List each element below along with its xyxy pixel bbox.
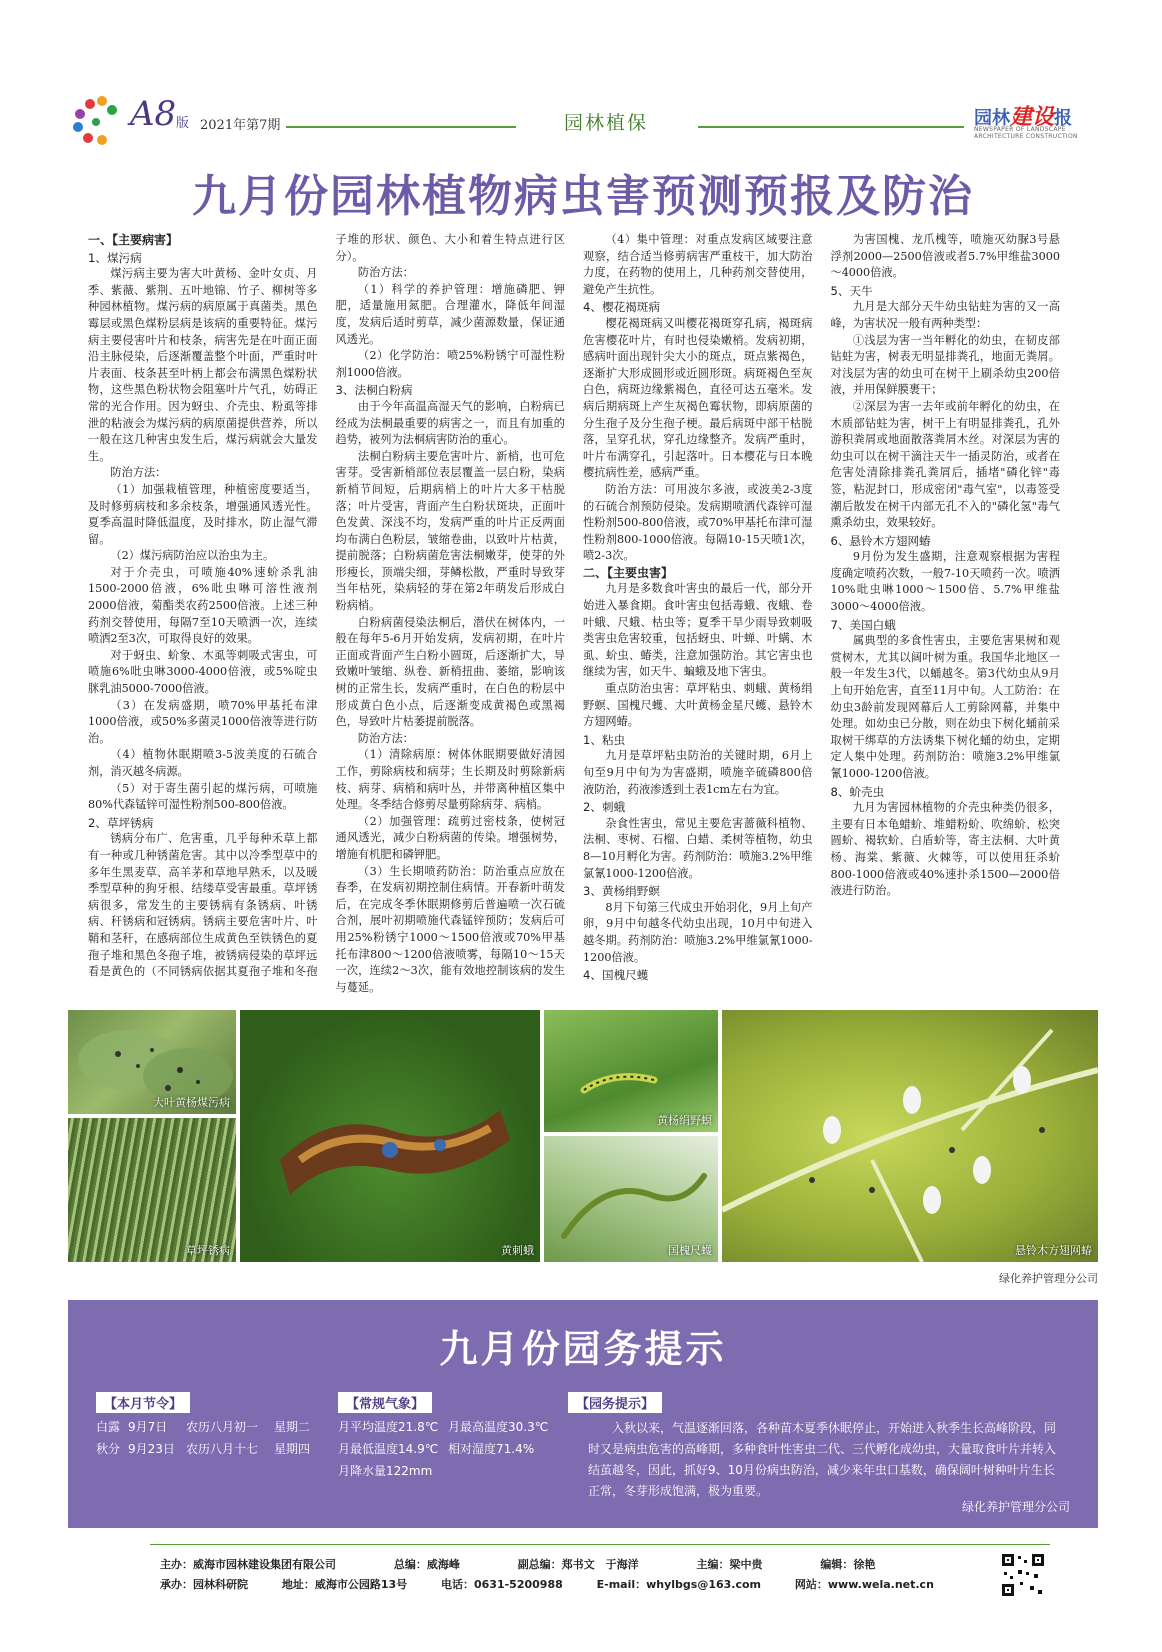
article-paragraph: 防治方法：可用波尔多液，或波美2-3度的石硫合剂预防侵染。发病期喷洒代森锌可湿性粉剂500-800倍液，或70%甲基托布津可湿性粉剂800-1000倍液。每隔10-15天喷1次，喷2-3次。 xyxy=(583,482,813,563)
footer-email: E-mail：whylbgs@163.com xyxy=(596,1578,762,1591)
subsection-heading: 5、天牛 xyxy=(830,283,873,298)
article-paragraph: 九月是多数食叶害虫的最后一代，部分开始进入暴食期。食叶害虫包括毒蛾、夜蛾、卷叶蛾、尺蛾、枯虫等；夏季干旱少雨导致刺吸类害虫危害较重，包括蚜虫、叶蝉、叶螨、木虱、蚧虫、蝽类，注意加强防治。其它害虫也继续为害，如天牛、蝙蛾及地下害虫。 xyxy=(583,582,813,679)
section-heading: 二、【主要虫害】 xyxy=(583,565,674,580)
subsection-heading: 3、黄杨绢野螟 xyxy=(583,884,660,899)
photo-caption: 国槐尺蠖 xyxy=(668,1244,712,1257)
subsection-heading: 6、悬铃木方翅网蝽 xyxy=(830,533,931,548)
photo-inchworm xyxy=(544,1136,718,1262)
weather-avg-temp: 月平均温度21.8℃ xyxy=(338,1420,439,1434)
photo-caption: 黄刺蛾 xyxy=(501,1244,534,1257)
article-paragraph: 属典型的多食性害虫，主要危害果树和观赏树木，尤其以阔叶树为重。我国华北地区一般一年发生3代，以蛹越冬。第3代幼虫从9月上旬开始危害，直至11月中旬。人工防治：在幼虫3龄前发现网幕后人工剪除网幕，并集中处理。如幼虫已分散，则在幼虫下树化蛹前采取树干绑草的方法诱集下树化蛹的幼虫，定期定人集中处理。药剂防治：喷施3.2%甲维氯氰1000-1200倍液。 xyxy=(830,634,1060,780)
jieling-lunar: 农历八月十七 xyxy=(186,1442,259,1456)
lace-bug-photo-icon xyxy=(722,1010,1098,1262)
footer-organizer: 承办：园林科研院 xyxy=(160,1578,248,1591)
article-paragraph: 9月份为发生盛期，注意观察根据为害程度确定喷药次数，一般7-10天喷药一次。喷洒10%吡虫啉1000～1500倍、5.7%甲维盐3000～4000倍液。 xyxy=(830,550,1060,614)
article-body xyxy=(88,232,1060,1002)
weather-max-temp: 月最高温度30.3℃ xyxy=(448,1420,549,1434)
footer-editor: 主编：梁中贵 xyxy=(696,1558,763,1571)
header-rule-right xyxy=(698,126,964,128)
subsection-heading: 2、草坪锈病 xyxy=(88,815,154,830)
article-paragraph: 对于介壳虫，可喷施40%速蚧杀乳油1500-2000倍液，6%吡虫啉可溶性液剂2000倍液，菊酯类农药2500倍液。上述三种药剂交替使用，每隔7至10天喷洒一次，连续喷洒2至3次，可取得良好的效果。 xyxy=(88,565,318,646)
article-paragraph: 九月是草坪粘虫防治的关键时期，6月上旬至9月中旬为为害盛期，喷施辛硫磷800倍液防治，药液渗透到土表1cm左右为宜。 xyxy=(583,749,813,796)
article-paragraph: （1）清除病原：树体休眠期要做好清园工作，剪除病枝和病芽；生长期及时剪除新病枝、病芽、病梢和病叶丛，并带离种植区集中处理。冬季结合修剪尽量剪除病芽、病梢。 xyxy=(335,748,565,812)
jieling-name: 白露 xyxy=(96,1420,121,1434)
subsection-heading: 7、美国白蛾 xyxy=(830,617,896,632)
article-paragraph: 对于蚜虫、蚧象、木虱等刺吸式害虫，可喷施6%吡虫啉3000-4000倍液，或5%啶虫脒乳油5000-7000倍液。 xyxy=(88,648,318,696)
article-paragraph: 由于今年高温高湿天气的影响，白粉病已经成为法桐最重要的病害之一，而且有加重的趋势，被列为法桐病害防治的重心。 xyxy=(335,399,565,447)
tips-title: 九月份园务提示 xyxy=(439,1327,727,1371)
photo-caterpillar xyxy=(240,1010,540,1262)
jieling-date: 9月7日 xyxy=(128,1420,168,1434)
footer-rule xyxy=(150,1544,1050,1545)
headline: 九月份园林植物病虫害预测预报及防治 xyxy=(192,171,974,222)
article-paragraph: 重点防治虫害：草坪粘虫、刺蛾、黄杨绢野螟、国槐尺蠖、大叶黄杨金星尺蠖、悬铃木方翅网蝽。 xyxy=(583,682,813,729)
article-paragraph: （2）化学防治：喷25%粉锈宁可湿性粉剂1000倍液。 xyxy=(335,349,565,379)
article-paragraph: （4）植物休眠期喷3-5波美度的石硫合剂，消灭越冬病源。 xyxy=(88,748,318,778)
subsection-heading: 4、国槐尺蠖 xyxy=(583,968,649,983)
article-paragraph: 煤污病主要为害大叶黄杨、金叶女贞、月季、紫薇、紫荆、五叶地锦、竹子、柳树等多种园林植物。煤污病的病原属于真菌类。黑色霉层或黑色煤粉层病是该病的重要特征。煤污病主要侵害叶片和枝条，病害先是在叶面正面沿主脉侵染，后逐渐覆盖整个叶面，严重时叶片表面、枝条甚至叶柄上都会布满黑色煤粉状物，这些黑色粉状物会阻塞叶片气孔，妨碍正常的光合作用。因为蚜虫、介壳虫、粉虱等排泄的粘液会为煤污病的病原菌提供营养，所以一般在这几种害虫发生后，煤污病就会大量发生。 xyxy=(88,267,318,463)
photo-moth-larva xyxy=(544,1010,718,1132)
footer-row-1 xyxy=(160,1556,875,1572)
reminder-text: 入秋以来，气温逐渐回落，各种苗木夏季休眠停止，开始进入秋季生长高峰阶段，同时又是病虫危害的高峰期，多种食叶性害虫二代、三代孵化成幼虫，大量取食叶片并转入结茧越冬，因此，抓好9、10月份病虫防治，减少来年虫口基数，确保阔叶树种叶片生长正常，冬芽形成饱满，极为重要。 xyxy=(588,1421,1057,1498)
reminder-tag: 【园务提示】 xyxy=(568,1392,662,1413)
subsection-heading: 1、粘虫 xyxy=(583,732,626,747)
monthly-tips-box xyxy=(68,1300,1098,1528)
photo-leaf-spots xyxy=(68,1010,236,1114)
issue-label: 2021年第7期 xyxy=(200,118,281,133)
article-paragraph: （3）生长期喷药防治：防治重点应放在春季，在发病初期控制住病情。开春新叶萌发后，在完成冬季休眠期修剪后普遍喷一次石硫合剂，展叶初期喷施代森锰锌预防；发病后可用25%粉锈宁1000～1500倍液或70%甲基托布津800～1200倍液喷雾，每隔10～15天一次，连续2～3次，能有效地控制该病的发生与蔓延。 xyxy=(335,864,565,994)
weather-min-temp: 月最低温度14.9℃ xyxy=(338,1442,439,1456)
photo-grass xyxy=(68,1118,236,1262)
article-paragraph: （3）在发病盛期，喷70%甲基托布津1000倍液，或50%多菌灵1000倍液等进行防治。 xyxy=(88,698,318,745)
page-header xyxy=(68,92,1098,140)
photo-caption: 悬铃木方翅网蝽 xyxy=(1015,1244,1092,1257)
jieling-weekday: 星期二 xyxy=(274,1420,311,1434)
article-paragraph: （4）集中管理：对重点发病区域要注意观察，结合适当修剪病害严重枝干，加大防治力度，在药物的使用上，几种药剂交替使用，避免产生抗性。 xyxy=(583,233,813,296)
photo-caption: 大叶黄杨煤污病 xyxy=(153,1096,230,1109)
article-paragraph: （2）煤污病防治应以治虫为主。 xyxy=(110,549,275,563)
photo-caption: 黄杨绢野螟 xyxy=(657,1114,712,1127)
page-suffix: 版 xyxy=(176,116,190,131)
brand-logo: 园林建设报 xyxy=(974,105,1073,130)
article-paragraph: 防治方法： xyxy=(110,466,167,480)
subsection-heading: 4、樱花褐斑病 xyxy=(583,300,660,315)
subsection-heading: 2、刺蛾 xyxy=(583,800,626,815)
weather-rain: 月降水量122mm xyxy=(338,1464,433,1478)
footer-phone: 电话：0631-5200988 xyxy=(441,1578,563,1591)
footer-host: 主办：威海市园林建设集团有限公司 xyxy=(160,1558,336,1571)
brand-english: NEWSPAPER OF LANDSCAPE ARCHITECTURE CONSTRUCTION xyxy=(974,126,1078,140)
jieling-tag: 【本月节令】 xyxy=(96,1392,190,1413)
footer-chief-editor: 总编：威海峰 xyxy=(393,1558,460,1571)
article-paragraph: 防治方法： xyxy=(357,266,414,280)
article-paragraph: 法桐白粉病主要危害叶片、新梢，也可危害芽。受害新梢部位表层覆盖一层白粉，染病新梢节间短，后期病梢上的叶片大多干枯脱落；叶片受害，背面产生白粉状斑块，正面叶色发黄、深浅不均，发病严重的叶片正反两面均布满白色粉层，皱缩卷曲，以致叶片枯黄，提前脱落；白粉病菌危害法桐嫩芽，使芽的外形瘦长，顶端尖细，芽鳞松散，严重时导致芽当年枯死，染病轻的芽在第2年萌发后形成白粉病梢。 xyxy=(335,449,565,613)
footer-website: 网站：www.wela.net.cn xyxy=(794,1578,934,1591)
photo-strip xyxy=(68,1010,1098,1262)
tips-credit: 绿化养护管理分公司 xyxy=(961,1500,1070,1514)
footer-row-2 xyxy=(160,1576,934,1592)
article-paragraph: 白粉病菌侵染法桐后，潜伏在树体内，一般在每年5-6月开始发病，发病初期，在叶片正面或背面产生白粉小圆斑，后逐渐扩大，导致嫩叶皱缩、纵卷、新梢扭曲、萎缩，影响该树的正常生长，发病严重时，在白色的粉层中形成黄白色小点，后逐渐变成黄褐色或黑褐色，导致叶片枯萎提前脱落。 xyxy=(335,615,565,729)
article-paragraph: 九月为害园林植物的介壳虫种类仍很多，主要有日本龟蜡蚧、堆蜡粉蚧、吹绵蚧、松突圆蚧、褐软蚧、白盾蚧等，寄主法桐、大叶黄杨、海棠、紫薇、火棘等，可以使用狂杀蚧800-1000倍液或40%速扑杀1500—2000倍液进行防治。 xyxy=(830,801,1060,898)
footer-deputy-editor: 副总编：郑书文 于海洋 xyxy=(517,1558,639,1571)
article-paragraph: 锈病分布广、危害重，几乎每种禾草上都有一种或几种锈菌危害。其中以冷季型草中的多年生黑麦草、高羊茅和草地早熟禾，以及暖季型草种的狗牙根、结缕草受害最重。草坪锈病很多，常发生的主要锈病有条锈病、叶锈病、秆锈病和冠锈病。锈病主要危害叶片、叶鞘和茎秆，在感病部位生成黄色至铁锈色的夏孢子堆和黑色冬孢子堆，被锈病侵染的草坪远看是黄色的（不同锈病依据其夏孢子堆和冬孢子堆的形状、颜色、大小和着生特点进行区分）。 xyxy=(88,233,565,979)
article-paragraph: （1）加强栽植管理，种植密度要适当，及时修剪病枝和多余枝条，增强通风透光性。夏季高温时降低温度，及时排水，防止湿气滞留。 xyxy=(88,482,318,546)
photo-lace-bug xyxy=(722,1010,1098,1262)
subsection-heading: 1、煤污病 xyxy=(88,250,142,265)
article-paragraph: 为害国槐、龙爪槐等，喷施灭幼脲3号悬浮剂2000—2500倍液或者5.7%甲维盐3000～4000倍液。 xyxy=(830,233,1060,280)
header-rule-left xyxy=(286,126,516,128)
jieling-lunar: 农历八月初一 xyxy=(186,1420,259,1434)
weather-tag: 【常规气象】 xyxy=(338,1392,432,1413)
subsection-heading: 8、蚧壳虫 xyxy=(830,784,885,799)
section-title: 园林植保 xyxy=(563,112,648,134)
article-paragraph: 杂食性害虫，常见主要危害蔷薇科植物、法桐、枣树、石榴、白蜡、柔树等植物，幼虫8—10月孵化为害。药剂防治：喷施3.2%甲维氯氰1000-1200倍液。 xyxy=(583,816,813,880)
photo-credit: 绿化养护管理分公司 xyxy=(999,1272,1098,1285)
article-paragraph: （5）对于寄生菌引起的煤污病，可喷施80%代森锰锌可湿性粉剂500-800倍液。 xyxy=(88,781,318,812)
article-paragraph: 樱花褐斑病又叫樱花褐斑穿孔病，褐斑病危害樱花叶片，有时也侵染嫩梢。发病初期，感病叶面出现针尖大小的斑点，斑点紫褐色，逐渐扩大形成圆形或近圆形斑。病斑褐色至灰白色，病斑边缘紫褐色，直径可达五毫米。发病后期病斑上产生灰褐色霉状物，即病原菌的分生孢子及分生孢子梗。最后病斑中部干枯脱落，呈穿孔状，穿孔边缘整齐。发病严重时，叶片布满穿孔，引起落叶。日本樱花与日本晚樱抗病性差，感病严重。 xyxy=(583,316,813,480)
page-number: A8 xyxy=(130,94,177,134)
article-paragraph: 九月是大部分天牛幼虫钻蛀为害的又一高峰，为害状况一般有两种类型： xyxy=(830,300,1060,330)
article-paragraph: （1）科学的养护管理：增施磷肥、钾肥，适量施用氮肥。合理灌水，降低年间湿度，发病后适时剪草，减少菌源数量，保证通风透光。 xyxy=(335,282,565,346)
article-paragraph: 防治方法： xyxy=(357,731,414,745)
photo-caption: 草坪锈病 xyxy=(186,1244,230,1257)
footer-address: 地址：威海市公园路13号 xyxy=(281,1578,408,1591)
footer-staff-editor: 编辑：徐艳 xyxy=(820,1558,876,1571)
weather-humidity: 相对湿度71.4% xyxy=(448,1442,535,1456)
article-paragraph: ①浅层为害一当年孵化的幼虫，在韧皮部钻蛀为害，树表无明显排粪孔，地面无粪屑。对浅层为害的幼虫可在树干上刷杀幼虫200倍液，并用保鲜膜裹干； xyxy=(830,333,1060,397)
caterpillar-photo-icon xyxy=(240,1010,540,1262)
jieling-date: 9月23日 xyxy=(128,1442,175,1456)
section-heading: 一、【主要病害】 xyxy=(88,233,179,247)
jieling-name: 秋分 xyxy=(96,1442,121,1456)
jieling-weekday: 星期四 xyxy=(274,1442,311,1456)
article-paragraph: （2）加强管理：疏剪过密枝条，使树冠通风透光，减少白粉病菌的传染。增强树势，增施有机肥和磷钾肥。 xyxy=(335,814,565,861)
article-paragraph: ②深层为害一去年或前年孵化的幼虫，在木质部钻蛀为害，树干上有明显排粪孔，孔外游积粪屑或地面散落粪屑木丝。对深层为害的幼虫可以在树干滴注天牛一插灵防治，或者在危害处清除排粪孔粪屑后，插堵"磷化锌"毒签，粘泥封口，形成密闭"毒气室"，以毒签受潮后散发在树干内部无孔不入的"磷化氢"毒气熏杀幼虫，效果较好。 xyxy=(830,399,1060,530)
subsection-heading: 3、法桐白粉病 xyxy=(335,383,413,398)
qr-code-icon xyxy=(1000,1552,1046,1598)
newspaper-logo-icon xyxy=(68,92,130,150)
article-paragraph: 8月下旬第三代成虫开始羽化，9月上旬产卵，9月中旬越冬代幼虫出现，10月中旬进入越冬期。药剂防治：喷施3.2%甲维氯氰1000-1200倍液。 xyxy=(583,900,813,964)
